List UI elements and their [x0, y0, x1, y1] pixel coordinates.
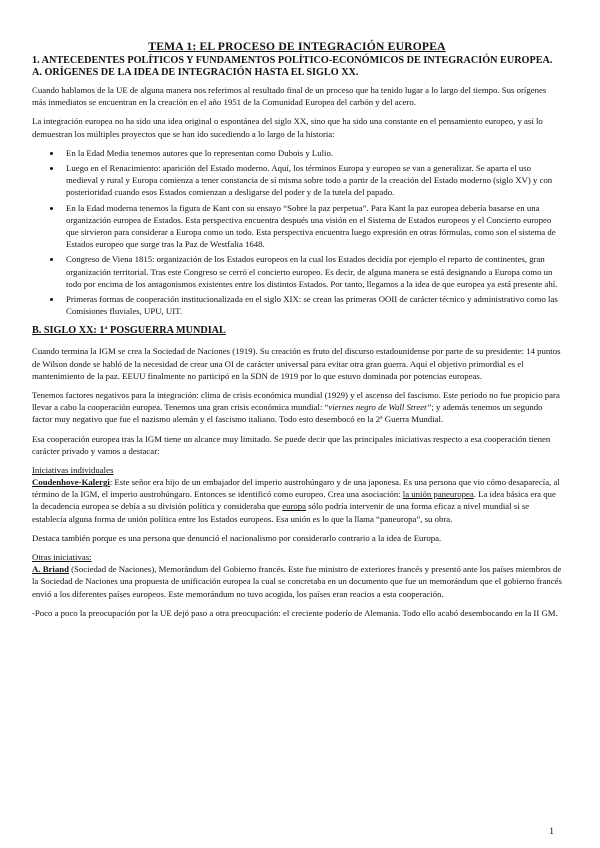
- text-run: sólo podría intervenir de una forma eficaz a nivel mundial si se establecía alguna forma de unión política entre los Estados europeos. Esa unión es lo que la llama “paneuropa”, su obra.: [32, 501, 530, 524]
- paragraph: [32, 476, 562, 525]
- subheading-individual-initiatives: Iniciativas individuales: [32, 465, 114, 476]
- list-item: • Luego en el Renacimiento: aparición del Estado moderno. Aquí, los términos Europa y europeo se van a generalizar. Se aparta el uso medieval y rural y Europa comienza a tener constancia de sí misma sobre todo a partir de la creación del Estado moderno (siglo XV) y con posterioridad cuando esos Estados comienzan a desligarse del poder y de la tutela del papado.: [62, 162, 562, 199]
- document-page: [32, 40, 562, 626]
- subheading-other-initiatives: Otras iniciativas:: [32, 552, 92, 563]
- list-item: • Congreso de Viena 1815: organización de los Estados europeos en la cual los Estados decidía por ejemplo el reparto de continentes, gran organización territorial. Tras este Congreso se cerró el concierto europeo. Es decir, de alguna manera se está designando a Europa como un todo por encima de los antagonismos existentes entre los distintos Estados. Por tanto, llegamos a la idea de que europea ya está presente ahí.: [62, 253, 562, 290]
- paragraph: La integración europea no ha sido una idea original o espontánea del siglo XX, sino que ha sido una constante en el pensamiento europeo, y así lo demuestran los múltiples proyectos que se han ido sucediendo a lo largo de la historia:: [32, 116, 543, 139]
- paragraph: Esa cooperación europea tras la IGM tiene un alcance muy limitado. Se puede decir que las principales iniciativas respecto a esa cooperación tienen carácter privado y vamos a destacar:: [32, 433, 551, 456]
- subsection-b-heading: [32, 325, 562, 337]
- paragraph: -Poco a poco la preocupación por la UE dejó paso a otra preocupación: el creciente poderío de Alemania. Todo ello acabó desembocando en la II GM.: [32, 607, 558, 618]
- subsection-a-heading: A. ORÍGENES DE LA IDEA DE INTEGRACIÓN HASTA EL SIGLO XX.: [32, 67, 359, 78]
- text-run: : Este señor era hijo de un embajador del imperio austrohúngaro y de una japonesa. Es una persona que vio cómo desaparecía, al término de la IGM, el imperio austrohúngaro. Entonces se identificó como europeo. Crea una asociación:: [32, 477, 560, 500]
- underlined-text-run: europa: [282, 501, 307, 512]
- text-run: (Sociedad de Naciones), Memorándum del Gobierno francés. Este fue ministro de exteriores francés y presentó ante los países miembros de la Sociedad de Naciones una propuesta de unificación europea la cual se concretaba en un documento que fue un memorándum que el gobierno francés envió a los diferentes países europeos. Este memorándum no tuvo acogida, los países eran reacios a esta cooperación.: [32, 564, 562, 599]
- person-name: Coudenhove-Kalergi: [32, 477, 110, 488]
- text-run: Tenemos factores negativos para la integración: clima de crisis económica mundial (1929) y el ascenso del fascismo. Este periodo no fue propicio para llevar a cabo la cooperación europea. Tenemos una gran crisis económica mundial: “: [32, 390, 560, 413]
- text-run: . La idea básica era que la decadencia europea se debía a su división política y consideraba que: [32, 489, 556, 512]
- section-1-heading: 1. ANTECEDENTES POLÍTICOS Y FUNDAMENTOS POLÍTICO-ECONÓMICOS DE INTEGRACIÓN EUROPEA.: [32, 55, 553, 66]
- paragraph: Cuando termina la IGM se crea la Sociedad de Naciones (1919). Su creación es fruto del discurso estadounidense por parte de su presidente: 14 puntos de Wilson donde se habló de la necesidad de crear una OI de carácter universal para evitar otra gran guerra. Aquí el objetivo primordial es el mantenimiento de la paz. EEUU finalmente no participó en la SDN de 1919 por lo que estuvo dominada por potencias europeas.: [32, 346, 561, 381]
- paragraph: [32, 389, 562, 426]
- paragraph: [32, 563, 562, 600]
- italic-text-run: viernes negro de Wall Street”: [328, 402, 432, 413]
- paragraph: Cuando hablamos de la UE de alguna manera nos referimos al resultado final de un proceso que ha tenido lugar a lo largo del tiempo. Sus orígenes más inmediatos se encuentran en la creación en el año 1951 de la Comunidad Europea del carbón y del acero.: [32, 85, 547, 108]
- text-run: ; y además tenemos un segundo factor muy negativo que fue el nazismo alemán y el fascismo italiano. Todo esto desembocó en la 2ª Guerra Mundial.: [32, 402, 543, 425]
- list-item: • En la Edad Media tenemos autores que lo representan como Dubois y Lulio.: [62, 147, 562, 159]
- list-item: • Primeras formas de cooperación institucionalizada en el siglo XIX: se crean las primeras OOII de carácter técnico y administrativo como las Comisiones fluviales, UPU, UIT.: [62, 293, 562, 317]
- person-name: A. Briand: [32, 564, 69, 575]
- list-item: • En la Edad moderna tenemos la figura de Kant con su ensayo “Sobre la paz perpetua”. Para Kant la paz europea debería basarse en una organización europea de Estados. Esta perspectiva encuentra después una visión en el Sistema de Estados europeos y el Concierto europeo que sirvieron para considerar a Europa como un todo. Esta perspectiva encuentra luego expresión en otras fórmulas, como son el sistema de Estados europeo que surge tras la Paz de Westfalia 1648.: [62, 202, 562, 251]
- subsection-b-heading-text: B. SIGLO XX: 1ª POSGUERRA MUNDIAL: [32, 325, 226, 337]
- document-title: TEMA 1: EL PROCESO DE INTEGRACIÓN EUROPEA: [148, 40, 446, 53]
- page-number: 1: [549, 827, 554, 837]
- underlined-text-run: la unión paneuropea: [402, 489, 474, 500]
- bullet-list: [32, 147, 562, 318]
- paragraph: Destaca también porque es una persona que denunció el nacionalismo por considerarlo contrario a la idea de Europa.: [32, 532, 442, 543]
